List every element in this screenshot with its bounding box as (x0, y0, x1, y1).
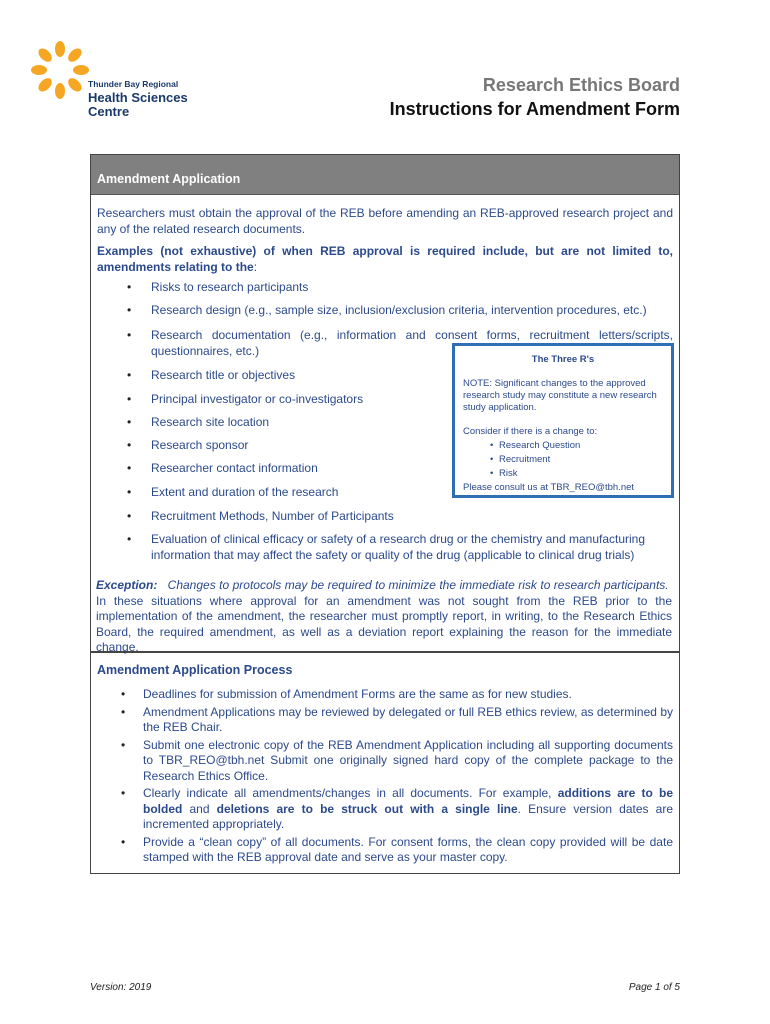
list-item (127, 279, 309, 295)
logo-line-1: Thunder Bay Regional (88, 79, 179, 89)
bullet-icon: • (127, 368, 132, 382)
list-item (490, 467, 580, 481)
list-item-text: Research sponsor (151, 438, 249, 452)
three-rs-note: NOTE: Significant changes to the approved research study may constitute a new research study application. (463, 378, 657, 413)
list-item-text: Amendment Applications may be reviewed by delegated or full REB ethics review, as determined by the REB Chair. (143, 704, 673, 734)
list-item (127, 508, 394, 524)
list-item (121, 704, 673, 736)
list-item-text: Research site location (151, 415, 270, 429)
list-item (127, 414, 270, 430)
three-rs-consider: Consider if there is a change to: (463, 426, 598, 437)
list-item-text: Extent and duration of the research (151, 485, 339, 499)
list-item-text: Submit one electronic copy of the REB Amendment Application including all supporting documents to TBR_REO@tbh.net Submit one originally signed hard copy of the complete package to the Research Ethics Office. (143, 737, 673, 783)
list-item-text: Principal investigator or co-investigators (151, 392, 364, 406)
examples-paragraph (97, 243, 673, 275)
list-item (121, 786, 673, 833)
page-number: Page 1 of 5 (628, 982, 680, 993)
list-item (127, 302, 647, 318)
three-rs-consult: Please consult us at TBR_REO@tbh.net (463, 482, 635, 493)
logo-text (88, 80, 188, 119)
bullet-icon: • (490, 468, 494, 479)
exception-paragraph (96, 578, 672, 656)
bullet-icon: • (127, 509, 132, 523)
bullet-icon: • (127, 485, 132, 499)
bullet-icon: • (127, 328, 132, 342)
list-item (127, 460, 318, 476)
list-item (121, 737, 673, 785)
list-item-text: and (182, 801, 217, 816)
list-item-text: Researcher contact information (151, 461, 318, 475)
list-item-text: Research design (e.g., sample size, inclusion/exclusion criteria, intervention procedures, etc.) (151, 303, 647, 317)
list-item-text: Research documentation (e.g., information and consent forms, recruitment letters/scripts, questionnaires, etc.) (151, 328, 673, 358)
bullet-icon: • (127, 438, 132, 452)
list-item (121, 834, 673, 866)
list-item-text: Evaluation of clinical efficacy or safety of a research drug or the chemistry and manufacturing information that may affect the safety or quality of the drug (applicable to clinical drug trials) (151, 532, 646, 562)
examples-text: Examples (not exhaustive) of when REB approval is required include, but are not limited to, amendments relating to the (97, 244, 673, 274)
logo-line-2: Health Sciences (88, 89, 188, 105)
bullet-icon: • (121, 687, 126, 701)
bullet-icon: • (127, 392, 132, 406)
form-title: Instructions for Amendment Form (389, 99, 680, 119)
bold-emphasis: deletions are to be struck out with a single line (216, 801, 518, 816)
list-item (127, 437, 249, 453)
bullet-icon: • (127, 303, 132, 317)
list-item-text: Risk (499, 468, 518, 479)
three-rs-list (490, 439, 581, 481)
list-item (490, 453, 580, 467)
application-process-section (90, 652, 680, 874)
document-title (390, 74, 680, 122)
logo (30, 40, 230, 120)
list-item (127, 391, 364, 407)
list-item-text: Recruitment (499, 454, 551, 465)
bullet-icon: • (127, 415, 132, 429)
bold-emphasis: additions are to be bolded (143, 786, 673, 816)
list-item-text: . Ensure version dates are incremented appropriately. (143, 801, 673, 831)
bullet-icon: • (490, 440, 494, 451)
section-heading: Amendment Application (91, 155, 679, 195)
list-item (127, 531, 673, 563)
list-item (121, 687, 673, 703)
sun-logo-icon (30, 40, 90, 100)
examples-colon: : (253, 260, 258, 274)
bullet-icon: • (127, 532, 132, 546)
list-item (127, 484, 339, 500)
list-item (127, 367, 296, 383)
bullet-icon: • (121, 737, 126, 752)
bullet-icon: • (490, 454, 494, 465)
bullet-icon: • (127, 461, 132, 475)
bullet-icon: • (127, 280, 132, 294)
version-label: Version: 2019 (90, 982, 152, 993)
process-heading: Amendment Application Process (97, 663, 293, 677)
list-item-text: Recruitment Methods, Number of Participants (151, 509, 394, 523)
bullet-icon: • (121, 704, 126, 719)
exception-text: In these situations where approval for an amendment was not sought from the REB prior to the implementation of the amendment, the researcher must promptly report, in writing, to the Research Ethics Board, the required amendment, as well as a deviation report explaining the reason for the immediate change. (96, 593, 672, 654)
list-item-text: Research title or objectives (151, 368, 296, 382)
exception-italic: Changes to protocols may be required to minimize the immediate risk to research participants. (167, 578, 669, 592)
process-list (121, 687, 673, 868)
list-item (490, 439, 581, 453)
logo-line-3: Centre (88, 103, 130, 119)
list-item-text: Risks to research participants (151, 280, 309, 294)
bullet-icon: • (121, 834, 126, 849)
list-item-text: Deadlines for submission of Amendment Forms are the same as for new studies. (143, 687, 572, 701)
board-title: Research Ethics Board (482, 75, 680, 95)
three-rs-title: The Three R's (531, 354, 595, 365)
three-rs-callout (452, 343, 674, 498)
list-item-text: Provide a “clean copy” of all documents. For consent forms, the clean copy provided will be date stamped with the REB approval date and serve as your master copy. (143, 834, 673, 864)
list-item-text: Clearly indicate all amendments/changes in all documents. For example, (143, 786, 558, 800)
exception-label: Exception: (96, 578, 158, 592)
bullet-icon: • (121, 786, 126, 800)
list-item-text: Research Question (499, 440, 581, 451)
intro-paragraph: Researchers must obtain the approval of the REB before amending an REB-approved research project and any of the related research documents. (97, 206, 673, 236)
